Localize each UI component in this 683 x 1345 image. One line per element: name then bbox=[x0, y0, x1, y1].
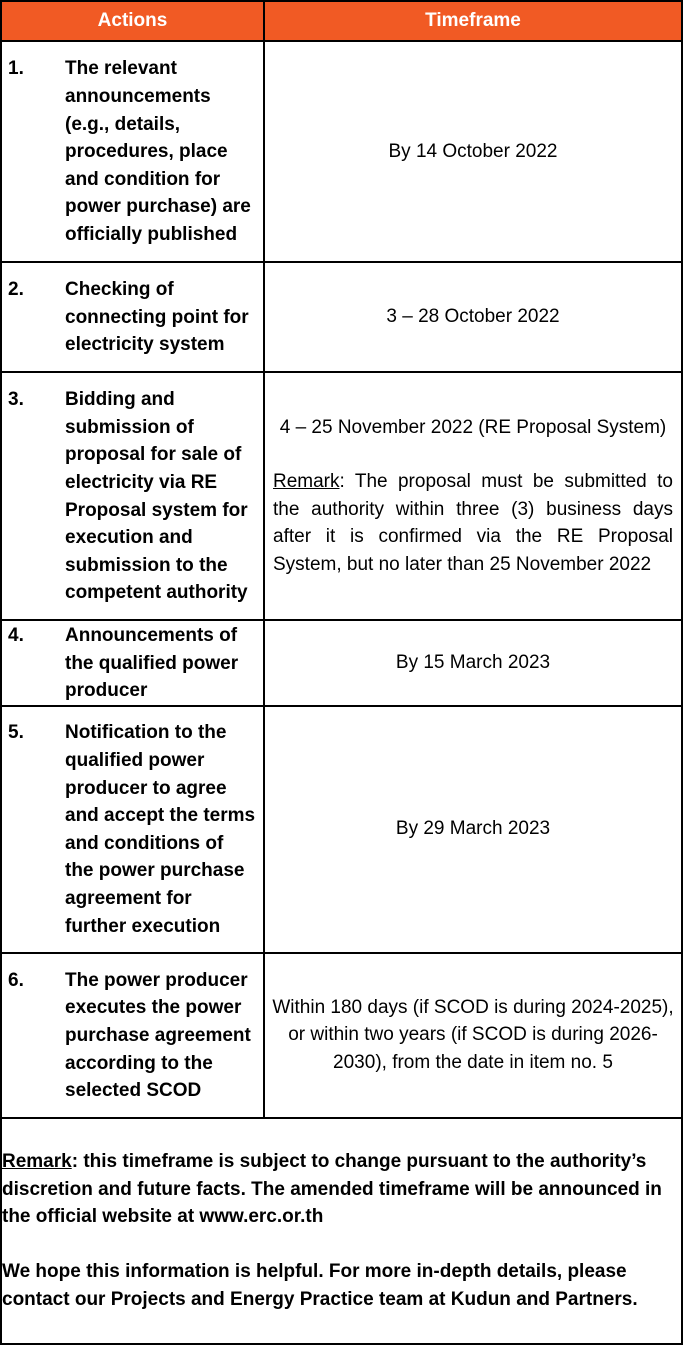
timeframe-remark bbox=[273, 468, 673, 578]
action-cell bbox=[1, 41, 264, 262]
timeframe-cell: Within 180 days (if SCOD is during 2024-2025), or within two years (if SCOD is during 2026-2030), from the date in item no. 5 bbox=[264, 953, 682, 1118]
timeframe-cell: 3 – 28 October 2022 bbox=[264, 262, 682, 372]
header-timeframe: Timeframe bbox=[264, 1, 682, 41]
footer-row bbox=[1, 1118, 682, 1344]
header-actions: Actions bbox=[1, 1, 264, 41]
action-text: The relevant announcements (e.g., details, procedures, place and condition for power purchase) are officially published bbox=[65, 58, 251, 245]
row-number: 6. bbox=[8, 969, 24, 991]
action-text: The power producer executes the power purchase agreement according to the selected SCOD bbox=[65, 969, 251, 1102]
timeframe-cell: By 15 March 2023 bbox=[264, 620, 682, 706]
timeframe-text: 4 – 25 November 2022 (RE Proposal System) bbox=[279, 416, 667, 438]
table-row bbox=[1, 953, 682, 1118]
action-cell bbox=[1, 706, 264, 953]
table-row bbox=[1, 706, 682, 953]
row-number: 1. bbox=[8, 58, 24, 80]
footer-closing: We hope this information is helpful. For more in-depth details, please contact our Projects and Energy Practice team at Kudun and Partners. bbox=[2, 1261, 638, 1310]
table-row bbox=[1, 262, 682, 372]
remark-text: : The proposal must be submitted to the authority within three (3) business days after it is confirmed via the RE Proposal System, but no later than 25 November 2022 bbox=[273, 471, 673, 575]
action-cell bbox=[1, 953, 264, 1118]
timeframe-cell: By 29 March 2023 bbox=[264, 706, 682, 953]
table-row bbox=[1, 620, 682, 706]
footer-cell bbox=[1, 1118, 682, 1344]
action-text: Notification to the qualified power producer to agree and accept the terms and conditions of the power purchase agreement for further execution bbox=[65, 722, 256, 937]
footer-remark bbox=[2, 1148, 681, 1231]
action-text: Checking of connecting point for electricity system bbox=[65, 279, 249, 356]
timeframe-cell: By 14 October 2022 bbox=[264, 41, 682, 262]
action-cell bbox=[1, 262, 264, 372]
row-number: 5. bbox=[8, 722, 24, 744]
footer-remark-text: : this timeframe is subject to change pursuant to the authority’s discretion and future facts. The amended timeframe will be announced in the official website at www.erc.or.th bbox=[2, 1151, 662, 1228]
action-cell bbox=[1, 620, 264, 706]
row-number: 4. bbox=[8, 625, 24, 646]
action-text: Bidding and submission of proposal for sale of electricity via RE Proposal system for execution and submission to the competent authority bbox=[65, 389, 248, 604]
row-number: 2. bbox=[8, 279, 24, 301]
action-cell bbox=[1, 372, 264, 620]
timeframe-cell bbox=[264, 372, 682, 620]
remark-label: Remark bbox=[273, 471, 340, 493]
table-row bbox=[1, 372, 682, 620]
row-number: 3. bbox=[8, 389, 24, 411]
table-row bbox=[1, 41, 682, 262]
action-text: Announcements of the qualified power producer bbox=[65, 625, 239, 702]
table-header-row bbox=[1, 1, 682, 41]
remark-label: Remark bbox=[2, 1151, 72, 1173]
